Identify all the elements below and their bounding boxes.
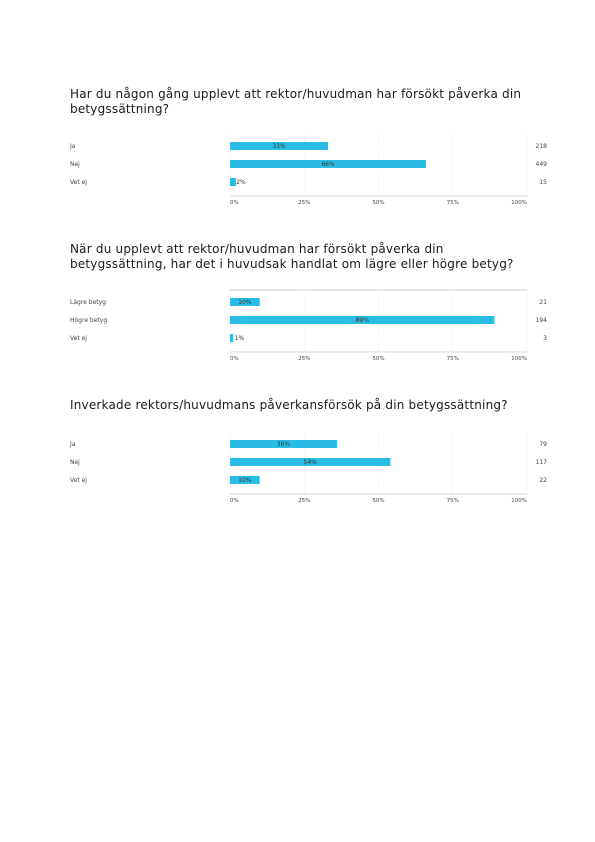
x-tick-label: 25%: [298, 200, 311, 206]
category-label: Ja: [70, 143, 76, 150]
category-label: Ja: [70, 441, 76, 448]
x-tick-label: 0%: [230, 356, 239, 362]
count-label: 194: [535, 317, 547, 324]
x-tick-label: 0%: [230, 200, 239, 206]
x-tick-label: 0%: [230, 498, 239, 504]
count-label: 449: [535, 161, 547, 168]
bar-value-label: 89%: [355, 317, 369, 324]
bar-value-label: 2%: [236, 179, 246, 186]
count-label: 218: [535, 143, 547, 150]
x-tick-label: 75%: [446, 356, 459, 362]
x-tick-label: 50%: [372, 498, 385, 504]
bar-value-label: 54%: [303, 459, 317, 466]
chart-3-plot: [0, 430, 595, 510]
category-label: Högre betyg: [70, 317, 108, 324]
category-label: Vet ej: [70, 179, 87, 186]
bar-value-label: 1%: [234, 335, 245, 342]
x-tick-label: 50%: [372, 356, 385, 362]
x-tick-label: 75%: [446, 498, 459, 504]
chart-1-title: Har du någon gång upplevt att rektor/huvudman har försökt påverka din betygssättning?: [70, 87, 522, 116]
x-tick-label: 25%: [298, 356, 311, 362]
x-tick-label: 100%: [511, 498, 527, 504]
chart-1-plot: [0, 132, 595, 212]
category-label: Vet ej: [70, 477, 87, 484]
bar: [230, 178, 236, 186]
count-label: 79: [539, 441, 547, 448]
bar: [230, 334, 233, 342]
chart-3-title: Inverkade rektors/huvudmans påverkansförsök på din betygssättning?: [70, 398, 508, 412]
count-label: 22: [539, 477, 547, 484]
count-label: 15: [539, 179, 547, 186]
chart-2-plot: [0, 288, 595, 368]
chart-2-title: När du upplevt att rektor/huvudman har försökt påverka din betygssättning, har det i huvudsak handlat om lägre eller högre betyg?: [70, 242, 514, 271]
category-label: Lägre betyg: [70, 299, 106, 306]
x-tick-label: 100%: [511, 356, 527, 362]
x-tick-label: 75%: [446, 200, 459, 206]
bar-value-label: 66%: [321, 161, 335, 168]
category-label: Vet ej: [70, 335, 87, 342]
count-label: 21: [539, 299, 547, 306]
x-tick-label: 100%: [511, 200, 527, 206]
x-tick-label: 25%: [298, 498, 311, 504]
bar-value-label: 36%: [276, 441, 291, 448]
x-tick-label: 50%: [372, 200, 385, 206]
bar-value-label: 33%: [272, 143, 286, 150]
category-label: Nej: [70, 459, 80, 466]
bar-value-label: 10%: [238, 477, 252, 484]
category-label: Nej: [70, 161, 80, 168]
count-label: 3: [543, 335, 547, 342]
bar-value-label: 10%: [238, 299, 252, 306]
count-label: 117: [535, 459, 547, 466]
